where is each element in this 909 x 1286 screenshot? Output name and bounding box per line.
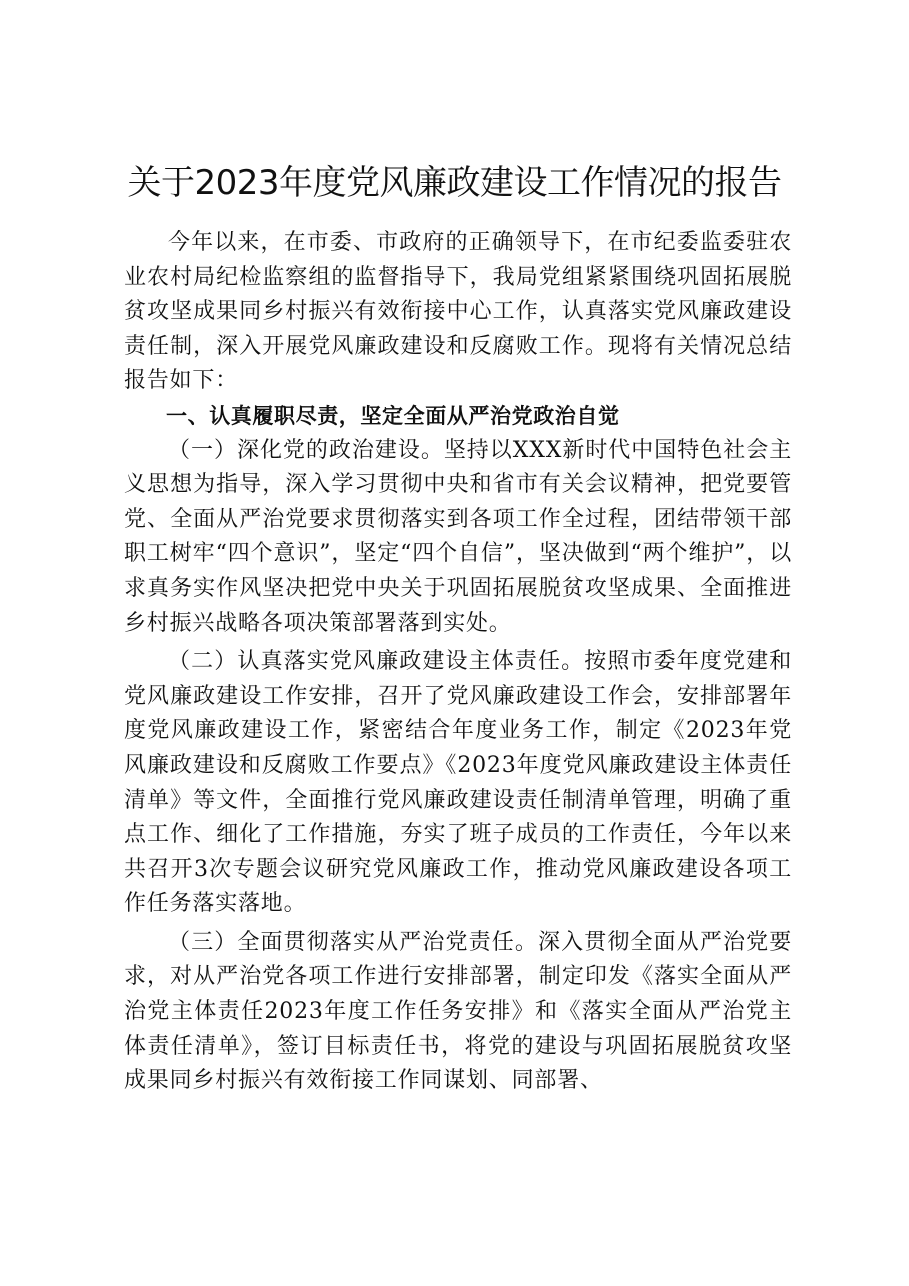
- subsection-paragraph-1: （一）深化党的政治建设。坚持以XXX新时代中国特色社会主义思想为指导，深入学习贯彻中央和省市有关会议精神，把党要管党、全面从严治党要求贯彻落实到各项工作全过程，团结带领干部职工树牢“四个意识”，坚定“四个自信”，坚决做到“两个维护”，以求真务实作风坚决把党中央关于巩固拓展脱贫攻坚成果、全面推进乡村振兴战略各项决策部署落到实处。: [124, 437, 792, 636]
- document-body: [124, 226, 792, 1099]
- subsection-paragraph-3: （三）全面贯彻落实从严治党责任。深入贯彻全面从严治党要求，对从严治党各项工作进行安排部署，制定印发《落实全面从严治党主体责任2023年度工作任务安排》和《落实全面从严治党主体责任清单》，签订目标责任书，将党的建设与巩固拓展脱贫攻坚成果同乡村振兴有效衔接工作同谋划、同部署、: [124, 929, 792, 1094]
- document-title: 关于2023年度党风廉政建设工作情况的报告: [127, 163, 782, 203]
- section-heading-1: 一、认真履职尽责，坚定全面从严治党政治自觉: [166, 403, 620, 428]
- subsection-paragraph-2: （二）认真落实党风廉政建设主体责任。按照市委年度党建和党风廉政建设工作安排，召开了党风廉政建设工作会，安排部署年度党风廉政建设工作，紧密结合年度业务工作，制定《2023年党风廉政建设和反腐败工作要点》《2023年度党风廉政建设主体责任清单》等文件，全面推行党风廉政建设责任制清单管理，明确了重点工作、细化了工作措施，夯实了班子成员的工作责任，今年以来共召开3次专题会议研究党风廉政工作，推动党风廉政建设各项工作任务落实落地。: [124, 649, 792, 917]
- intro-paragraph: 今年以来，在市委、市政府的正确领导下，在市纪委监委驻农业农村局纪检监察组的监督指导下，我局党组紧紧围绕巩固拓展脱贫攻坚成果同乡村振兴有效衔接中心工作，认真落实党风廉政建设责任制，深入开展党风廉政建设和反腐败工作。现将有关情况总结报告如下：: [124, 230, 792, 394]
